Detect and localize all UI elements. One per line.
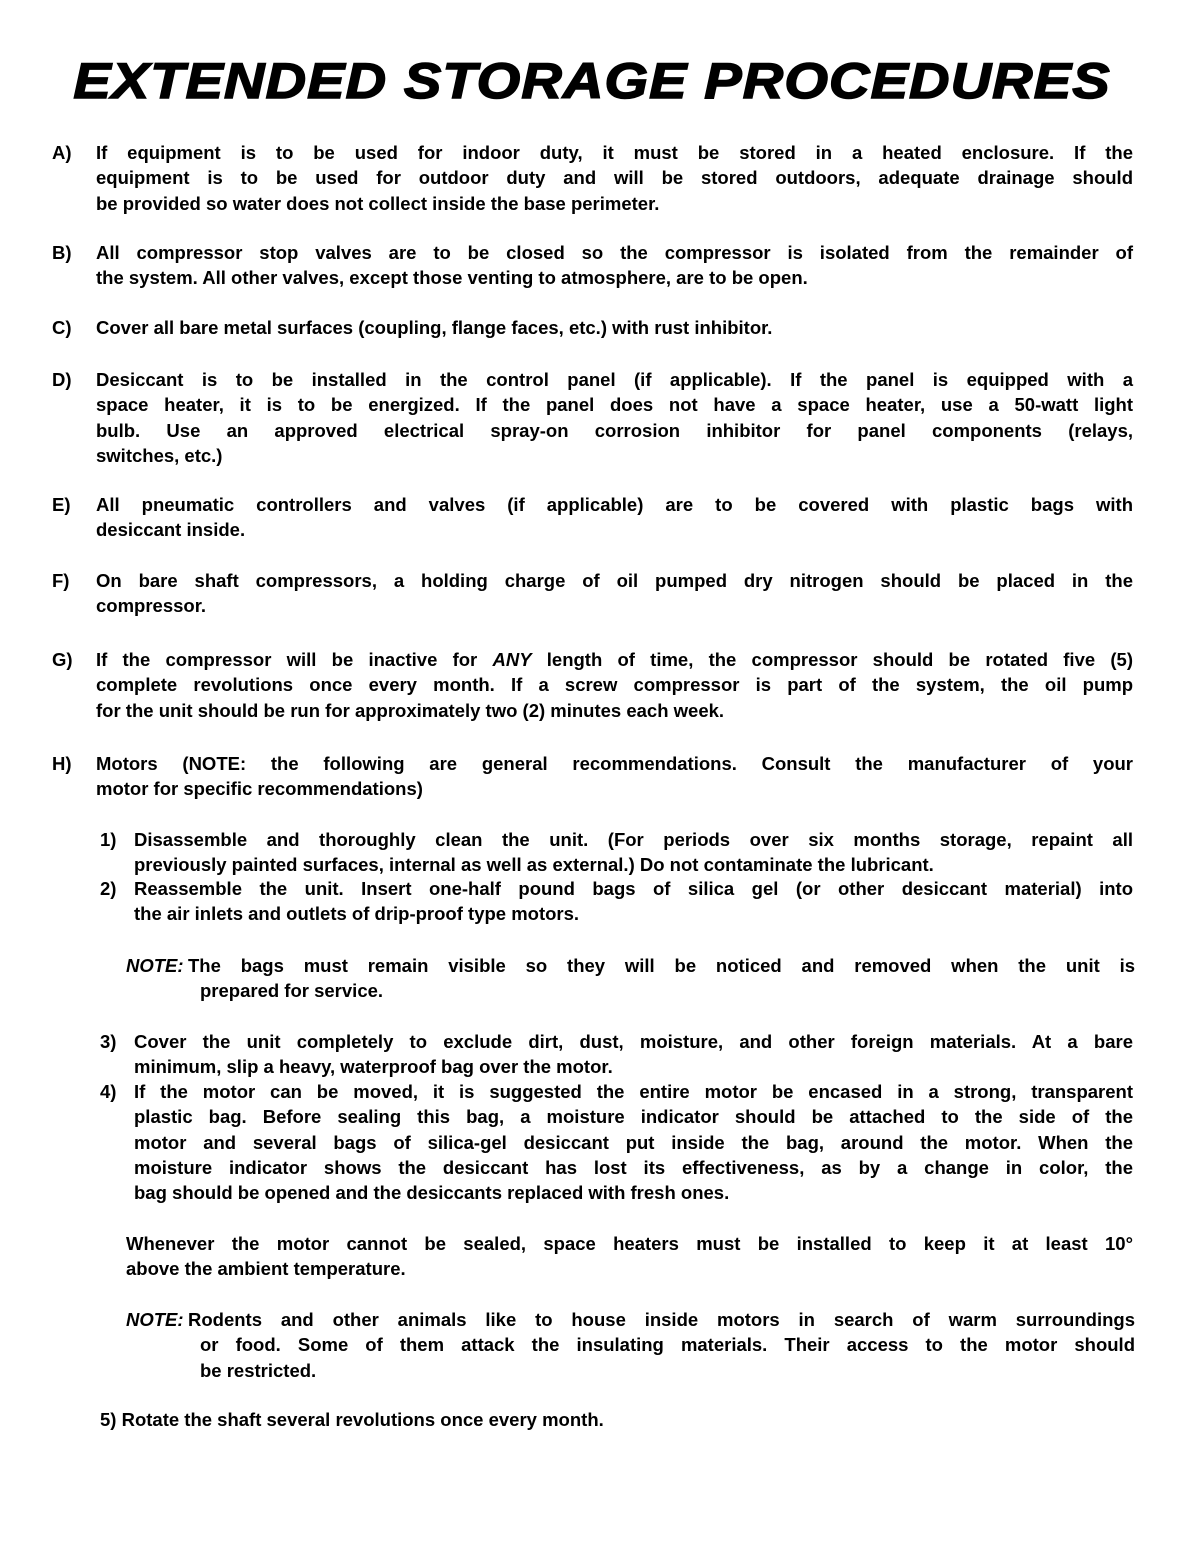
item-label: 1)	[100, 829, 117, 850]
text-line: previously painted surfaces, internal as well as external.) Do not contaminate the lubricant.	[134, 854, 934, 876]
text-line: motor for specific recommendations)	[96, 778, 423, 800]
text-line: All compressor stop valves are to be closed so the compressor is isolated from the remainder of	[96, 242, 1133, 263]
note-label: NOTE:	[126, 955, 184, 976]
text-line: for the unit should be run for approximately two (2) minutes each week.	[96, 699, 725, 721]
item-label: 2)	[100, 878, 117, 899]
text-line: equipment is to be used for outdoor duty and will be stored outdoors, adequate drainage should	[96, 167, 1133, 189]
procedure-item	[52, 751, 1133, 802]
motor-step	[100, 827, 1133, 878]
text-line: bag should be opened and the desiccants replaced with fresh ones.	[134, 1182, 730, 1204]
text-line: desiccant inside.	[96, 519, 246, 541]
text-line: the system. All other valves, except those venting to atmosphere, are to be open.	[96, 267, 808, 289]
text-line: space heater, it is to be energized. If the panel does not have a space heater, use a 50-watt light	[96, 394, 1133, 416]
item-label: B)	[52, 242, 72, 263]
text-line: be restricted.	[200, 1359, 317, 1381]
text-line: If equipment is to be used for indoor duty, it must be stored in a heated enclosure. If the	[96, 142, 1133, 163]
item-label: H)	[52, 753, 72, 774]
text-line: compressor.	[96, 595, 207, 617]
text-line: All pneumatic controllers and valves (if applicable) are to be covered with plastic bags with	[96, 494, 1133, 515]
text-line: prepared for service.	[200, 980, 384, 1002]
note	[126, 1307, 1135, 1383]
text-line: complete revolutions once every month. If a screw compressor is part of the system, the oil pump	[96, 674, 1133, 696]
text-line: Motors (NOTE: the following are general recommendations. Consult the manufacturer of your	[96, 753, 1133, 774]
text-line: switches, etc.)	[96, 444, 223, 466]
note	[126, 953, 1135, 1004]
procedure-item	[52, 315, 1133, 340]
text-line: On bare shaft compressors, a holding charge of oil pumped dry nitrogen should be placed in the	[96, 570, 1133, 591]
text-line: the air inlets and outlets of drip-proof type motors.	[134, 903, 580, 925]
item-label: E)	[52, 494, 71, 515]
text-line: NOTE: The bags must remain visible so they will be noticed and removed when the unit is	[126, 953, 1135, 978]
text-line: above the ambient temperature.	[126, 1258, 406, 1280]
note-label: NOTE:	[126, 1309, 184, 1330]
item-label: 3)	[100, 1031, 117, 1052]
motor-step-5: 5) Rotate the shaft several revolutions once every month.	[100, 1409, 604, 1430]
text-line: Whenever the motor cannot be sealed, space heaters must be installed to keep it at least 10°	[126, 1233, 1133, 1254]
text-line: Reassemble the unit. Insert one-half pound bags of silica gel (or other desiccant material) into	[134, 878, 1133, 899]
item-label: A)	[52, 142, 72, 163]
text-line: Cover all bare metal surfaces (coupling, flange faces, etc.) with rust inhibitor.	[96, 317, 773, 338]
text-line: motor and several bags of silica-gel desiccant put inside the bag, around the motor. When the	[134, 1131, 1133, 1153]
motor-step	[100, 1079, 1133, 1205]
text-line: minimum, slip a heavy, waterproof bag over the motor.	[134, 1056, 613, 1078]
text-line: Disassemble and thoroughly clean the unit. (For periods over six months storage, repaint all	[134, 829, 1133, 850]
motor-step	[100, 876, 1133, 927]
text-line: If the compressor will be inactive for ANY length of time, the compressor should be rotated five (5)	[96, 649, 1133, 670]
procedure-item	[52, 568, 1133, 619]
item-label: D)	[52, 369, 72, 390]
motor-step	[100, 1029, 1133, 1080]
procedure-item	[52, 140, 1133, 216]
text-line: bulb. Use an approved electrical spray-on corrosion inhibitor for panel components (relays,	[96, 419, 1133, 441]
item-label: C)	[52, 317, 72, 338]
procedure-item	[52, 492, 1133, 543]
item-label: F)	[52, 570, 70, 591]
item-label: 4)	[100, 1081, 117, 1102]
text-line: be provided so water does not collect inside the base perimeter.	[96, 192, 660, 214]
procedure-item	[52, 240, 1133, 291]
text-line: plastic bag. Before sealing this bag, a moisture indicator should be attached to the side of the	[134, 1106, 1133, 1128]
emphasis: ANY	[492, 649, 532, 670]
text-line: or food. Some of them attack the insulating materials. Their access to the motor should	[200, 1334, 1135, 1356]
text-line: moisture indicator shows the desiccant has lost its effectiveness, as by a change in color, the	[134, 1156, 1133, 1178]
text-line: Desiccant is to be installed in the control panel (if applicable). If the panel is equipped with a	[96, 369, 1133, 390]
item-label: G)	[52, 649, 73, 670]
whenever-paragraph	[126, 1231, 1133, 1282]
procedure-item	[52, 647, 1133, 723]
page-title: EXTENDED STORAGE PROCEDURES	[73, 53, 1111, 109]
text-line: If the motor can be moved, it is suggested the entire motor be encased in a strong, transparent	[134, 1081, 1133, 1102]
procedure-item	[52, 367, 1133, 468]
text-line: NOTE: Rodents and other animals like to house inside motors in search of warm surroundings	[126, 1307, 1135, 1332]
text-line: Cover the unit completely to exclude dirt, dust, moisture, and other foreign materials. At a bare	[134, 1031, 1133, 1052]
